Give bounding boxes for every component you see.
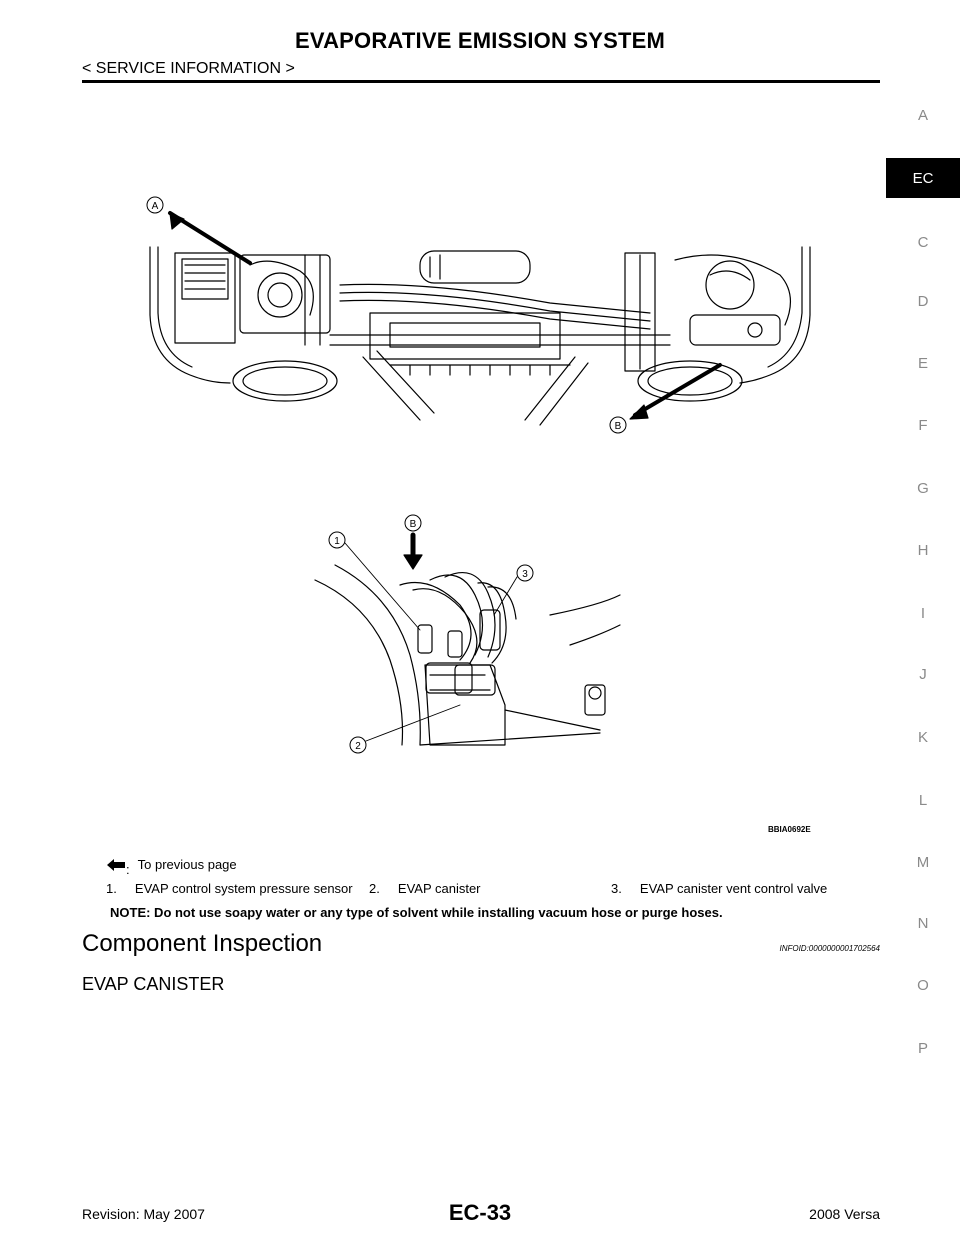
page-title: EVAPORATIVE EMISSION SYSTEM <box>294 28 666 53</box>
side-tab-j[interactable]: J <box>919 665 927 683</box>
callout-1: 1 <box>334 536 340 547</box>
callout-a: A <box>151 201 159 212</box>
side-tab-k[interactable]: K <box>917 728 928 746</box>
side-tab-o[interactable]: O <box>917 976 929 994</box>
side-tab-h[interactable]: H <box>917 541 929 559</box>
side-tab-i[interactable]: I <box>920 604 926 622</box>
breadcrumb: < SERVICE INFORMATION > <box>82 60 295 77</box>
side-tab-e[interactable]: E <box>917 354 928 372</box>
canister-closeup-view <box>315 515 620 753</box>
figure-code: BBIA0692E <box>768 825 811 834</box>
footer-revision: Revision: May 2007 <box>82 1206 205 1222</box>
info-id: INFOID:0000000001702564 <box>779 944 880 953</box>
callout-3: 3 <box>522 569 528 580</box>
side-tab-a[interactable]: A <box>917 106 928 124</box>
legend-item-3: 3. EVAP canister vent control valve <box>611 881 828 896</box>
page-number: EC-33 <box>448 1200 512 1225</box>
side-tab-p[interactable]: P <box>917 1039 928 1057</box>
legend-arrow-row <box>106 857 237 877</box>
legend-colon: : <box>126 862 130 877</box>
callout-b: B <box>614 421 622 432</box>
side-tab-d[interactable]: D <box>917 292 929 310</box>
side-tab-m[interactable]: M <box>916 853 930 871</box>
previous-page-arrow-icon[interactable] <box>106 858 126 872</box>
footer-model: 2008 Versa <box>809 1206 880 1222</box>
legend-previous-page-text[interactable]: To previous page <box>137 857 237 872</box>
legend-list <box>106 881 866 899</box>
legend-item-1: 1. EVAP control system pressure sensor <box>106 881 353 896</box>
underbody-view <box>147 197 810 433</box>
side-tab-c[interactable]: C <box>917 233 929 251</box>
callout-b2: B <box>409 519 417 530</box>
side-tab-f[interactable]: F <box>918 416 928 434</box>
side-tab-g[interactable]: G <box>917 479 929 497</box>
evap-system-illustration <box>130 185 830 835</box>
section-title: Component Inspection <box>82 930 323 957</box>
side-tab-l[interactable]: L <box>918 791 928 809</box>
side-tab-n[interactable]: N <box>917 914 929 932</box>
side-tab-ec[interactable]: EC <box>886 158 960 198</box>
legend-item-2: 2. EVAP canister <box>369 881 481 896</box>
header-divider <box>82 80 880 83</box>
subsection-title: EVAP CANISTER <box>82 974 225 994</box>
callout-2: 2 <box>355 741 361 752</box>
note-text: NOTE: Do not use soapy water or any type of solvent while installing vacuum hose or purge hoses. <box>110 905 723 920</box>
